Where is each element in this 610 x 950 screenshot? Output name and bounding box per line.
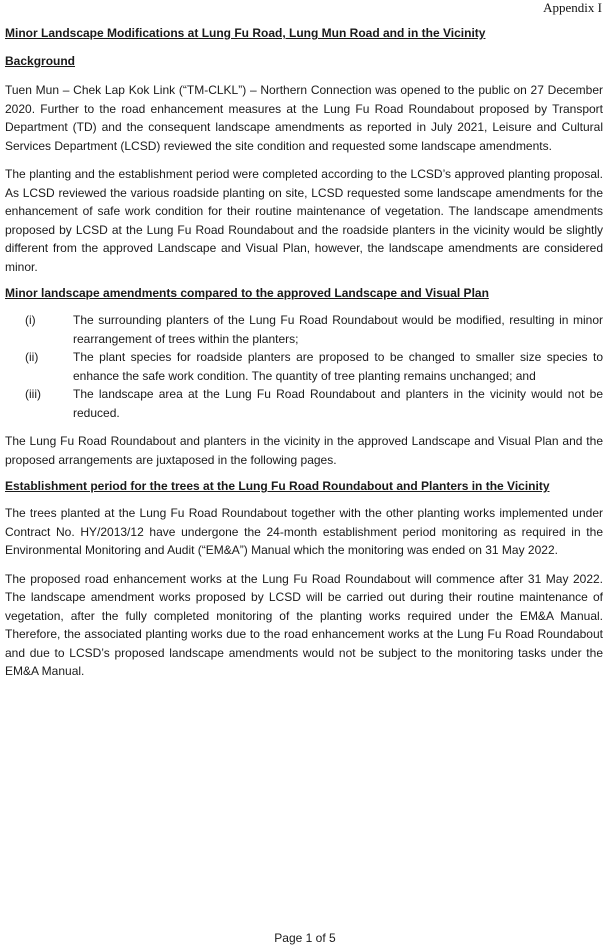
- establishment-paragraph-1: The trees planted at the Lung Fu Road Roundabout together with the other planting works implemented under Contract No. HY/2013/12 have undergone the 24-month establishment period monitoring as required in the Environmental Monitoring and Audit (“EM&A”) Manual which the monitoring was ended on 31 May 2022.: [5, 506, 603, 557]
- document-body: [5, 26, 603, 681]
- establishment-paragraph-2: The proposed road enhancement works at the Lung Fu Road Roundabout will commence after 31 May 2022. The landscape amendment works proposed by LCSD will be carried out during their routine maintenance of vegetation, after the fully completed monitoring of the planting works required under the EM&A Manual. Therefore, the associated planting works due to the road enhancement works at the Lung Fu Road Roundabout and due to LCSD’s proposed landscape amendments would not be subject to the monitoring tasks under the EM&A Manual.: [5, 571, 603, 678]
- page-number: Page 1 of 5: [274, 931, 336, 945]
- list-item-number: (iii): [25, 387, 41, 401]
- list-item: [5, 311, 603, 348]
- appendix-label: Appendix I: [543, 0, 602, 15]
- amendments-list: [5, 311, 603, 422]
- list-item: [5, 385, 603, 422]
- establishment-heading: Establishment period for the trees at the Lung Fu Road Roundabout and Planters in the Vicinity: [5, 479, 550, 493]
- amendments-heading: Minor landscape amendments compared to the approved Landscape and Visual Plan: [5, 286, 489, 300]
- document-title: Minor Landscape Modifications at Lung Fu Road, Lung Mun Road and in the Vicinity: [5, 26, 486, 40]
- background-paragraph-1: Tuen Mun – Chek Lap Kok Link (“TM-CLKL”) – Northern Connection was opened to the public on 27 December 2020. Further to the road enhancement measures at the Lung Fu Road Roundabout proposed by Transport Department (TD) and the consequent landscape amendments as reported in July 2021, Leisure and Cultural Services Department (LCSD) reviewed the site condition and requested some landscape amendments.: [5, 83, 603, 153]
- list-item-text: The surrounding planters of the Lung Fu Road Roundabout would be modified, resulting in minor rearrangement of trees within the planters;: [73, 313, 603, 346]
- list-item: [5, 348, 603, 385]
- background-paragraph-2: The planting and the establishment period were completed according to the LCSD’s approved planting proposal. As LCSD reviewed the various roadside planting on site, LCSD requested some landscape amendments for the enhancement of safe work condition for their routine maintenance of vegetation. The landscape amendments proposed by LCSD at the Lung Fu Road Roundabout and the roadside planters in the vicinity would be slightly different from the approved Landscape and Visual Plan, however, the landscape amendments are considered minor.: [5, 167, 603, 274]
- background-heading: Background: [5, 54, 76, 68]
- list-item-number: (ii): [25, 350, 39, 364]
- list-item-text: The plant species for roadside planters are proposed to be changed to smaller size species to enhance the safe work condition. The quantity of tree planting remains unchanged; and: [73, 350, 603, 383]
- list-item-number: (i): [25, 313, 36, 327]
- list-item-text: The landscape area at the Lung Fu Road Roundabout and planters in the vicinity would not be reduced.: [73, 387, 603, 420]
- amendments-summary: The Lung Fu Road Roundabout and planters in the vicinity in the approved Landscape and Visual Plan and the proposed arrangements are juxtaposed in the following pages.: [5, 434, 603, 467]
